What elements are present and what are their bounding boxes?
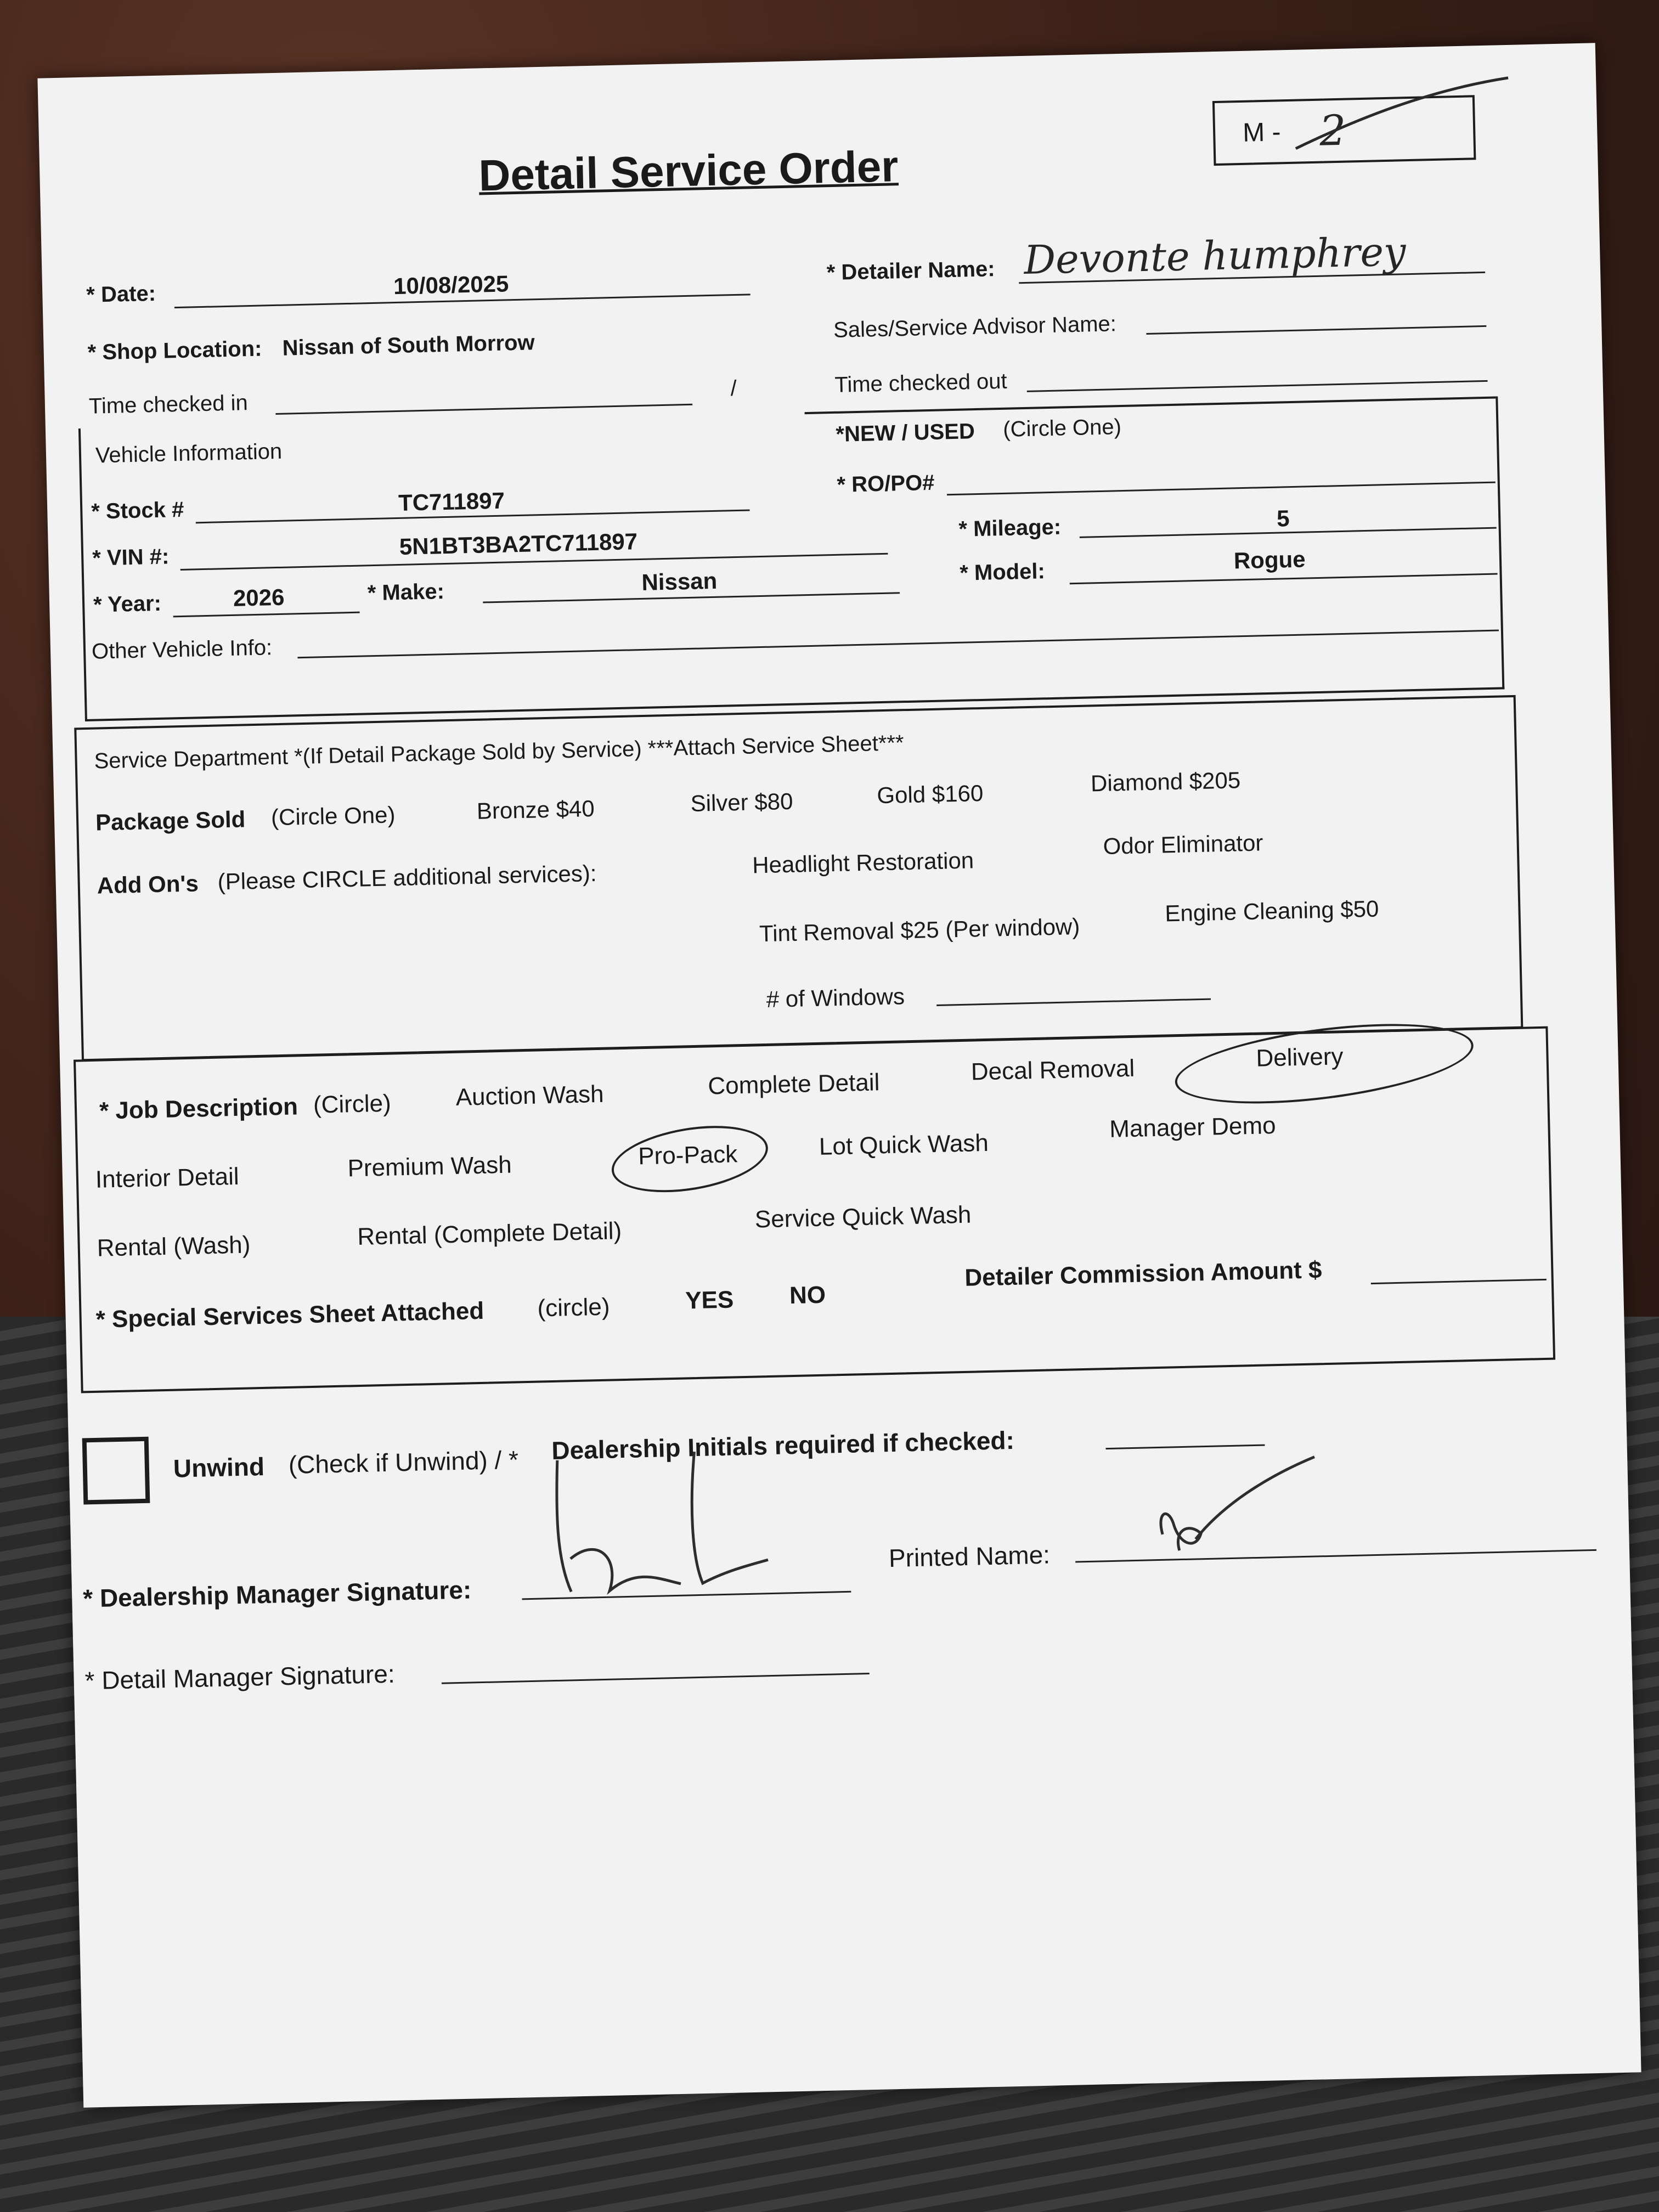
detailer-name-value[interactable]: Devonte humphrey <box>1023 228 1407 283</box>
package-sold-label: Package Sold <box>95 806 246 836</box>
make-value[interactable]: Nissan <box>641 567 718 595</box>
vin-value[interactable]: 5N1BT3BA2TC711897 <box>399 528 638 560</box>
vin-label: * VIN #: <box>92 544 170 571</box>
year-value[interactable]: 2026 <box>233 584 285 611</box>
year-label: * Year: <box>93 591 162 617</box>
shop-location-value: Nissan of South Morrow <box>282 330 535 360</box>
job-complete-detail[interactable]: Complete Detail <box>707 1069 880 1100</box>
vehicle-section-top-border <box>805 397 1496 415</box>
time-in-line <box>275 404 692 415</box>
time-out-line <box>1027 380 1488 392</box>
m-box-check-mark <box>1289 66 1521 159</box>
addon-odor-eliminator[interactable]: Odor Eliminator <box>1103 830 1263 859</box>
advisor-name-line <box>1146 325 1486 335</box>
time-out-label: Time checked out <box>834 369 1008 397</box>
other-vehicle-info-label: Other Vehicle Info: <box>91 635 273 664</box>
stock-value[interactable]: TC711897 <box>398 487 505 516</box>
unwind-hint: (Check if Unwind) / * <box>288 1445 519 1479</box>
time-slash: / <box>730 376 737 401</box>
time-in-label: Time checked in <box>88 391 249 419</box>
new-used-label: *NEW / USED <box>835 419 975 447</box>
service-order-document <box>37 43 1641 2107</box>
date-value[interactable]: 10/08/2025 <box>393 270 509 300</box>
unwind-label: Unwind <box>173 1452 265 1483</box>
package-gold[interactable]: Gold $160 <box>876 780 984 809</box>
job-delivery[interactable]: Delivery <box>1255 1043 1344 1072</box>
special-services-label: * Special Services Sheet Attached <box>95 1297 484 1333</box>
model-label: * Model: <box>959 559 1046 585</box>
advisor-name-label: Sales/Service Advisor Name: <box>833 312 1117 342</box>
mileage-label: * Mileage: <box>958 515 1062 541</box>
detailer-name-label: * Detailer Name: <box>826 257 996 285</box>
special-services-hint: (circle) <box>537 1293 611 1322</box>
job-premium-wash[interactable]: Premium Wash <box>347 1151 512 1182</box>
service-department-header: Service Department *(If Detail Package Sold by Service) ***Attach Service Sheet*** <box>94 731 905 774</box>
printed-name-label: Printed Name: <box>888 1540 1051 1573</box>
package-silver[interactable]: Silver $80 <box>690 788 793 817</box>
unwind-checkbox[interactable] <box>82 1437 150 1505</box>
add-ons-label: Add On's <box>97 870 199 899</box>
addon-tint-removal[interactable]: Tint Removal $25 (Per window) <box>759 913 1080 947</box>
dealership-initials-label: Dealership Initials required if checked: <box>551 1425 1015 1465</box>
printed-name-mark[interactable] <box>1139 1454 1322 1567</box>
page-title: Detail Service Order <box>478 142 899 200</box>
new-used-hint: (Circle One) <box>1002 415 1122 442</box>
addon-engine-cleaning[interactable]: Engine Cleaning $50 <box>1164 895 1379 927</box>
manager-signature-mark[interactable] <box>546 1444 780 1609</box>
job-service-quick-wash[interactable]: Service Quick Wash <box>754 1201 972 1233</box>
add-ons-hint: (Please CIRCLE additional services): <box>217 860 597 895</box>
package-bronze[interactable]: Bronze $40 <box>476 795 595 824</box>
windows-count-label: # of Windows <box>766 983 905 1012</box>
dealership-manager-signature-label: * Dealership Manager Signature: <box>82 1575 472 1613</box>
job-description-label: * Job Description <box>99 1093 298 1125</box>
commission-amount-label: Detailer Commission Amount $ <box>964 1256 1322 1291</box>
job-pro-pack[interactable]: Pro-Pack <box>637 1141 738 1170</box>
job-rental-complete-detail[interactable]: Rental (Complete Detail) <box>357 1217 622 1251</box>
ro-po-label: * RO/PO# <box>837 470 935 497</box>
mileage-value[interactable]: 5 <box>1276 505 1290 532</box>
job-manager-demo[interactable]: Manager Demo <box>1109 1111 1277 1143</box>
special-services-yes[interactable]: YES <box>685 1286 734 1314</box>
detail-manager-signature-label: * Detail Manager Signature: <box>84 1659 396 1695</box>
dealership-initials-line <box>1106 1444 1265 1450</box>
job-rental-wash[interactable]: Rental (Wash) <box>97 1231 251 1262</box>
m-box-label: M - <box>1242 117 1282 148</box>
special-services-no[interactable]: NO <box>789 1281 826 1310</box>
make-label: * Make: <box>367 579 445 606</box>
job-interior-detail[interactable]: Interior Detail <box>95 1163 240 1193</box>
package-diamond[interactable]: Diamond $205 <box>1090 767 1241 797</box>
job-decal-removal[interactable]: Decal Removal <box>970 1054 1135 1086</box>
addon-headlight-restoration[interactable]: Headlight Restoration <box>752 847 974 878</box>
detail-manager-signature-line <box>442 1673 870 1684</box>
job-description-hint: (Circle) <box>313 1090 392 1119</box>
shop-location-label: * Shop Location: <box>87 336 262 365</box>
package-sold-hint: (Circle One) <box>270 802 396 831</box>
m-box-value: 2 <box>1319 105 1347 155</box>
model-value[interactable]: Rogue <box>1233 546 1306 574</box>
stock-label: * Stock # <box>91 497 184 524</box>
date-label: * Date: <box>86 281 156 307</box>
vehicle-info-label: Vehicle Information <box>95 439 283 468</box>
job-auction-wash[interactable]: Auction Wash <box>455 1080 605 1111</box>
job-lot-quick-wash[interactable]: Lot Quick Wash <box>819 1129 989 1160</box>
